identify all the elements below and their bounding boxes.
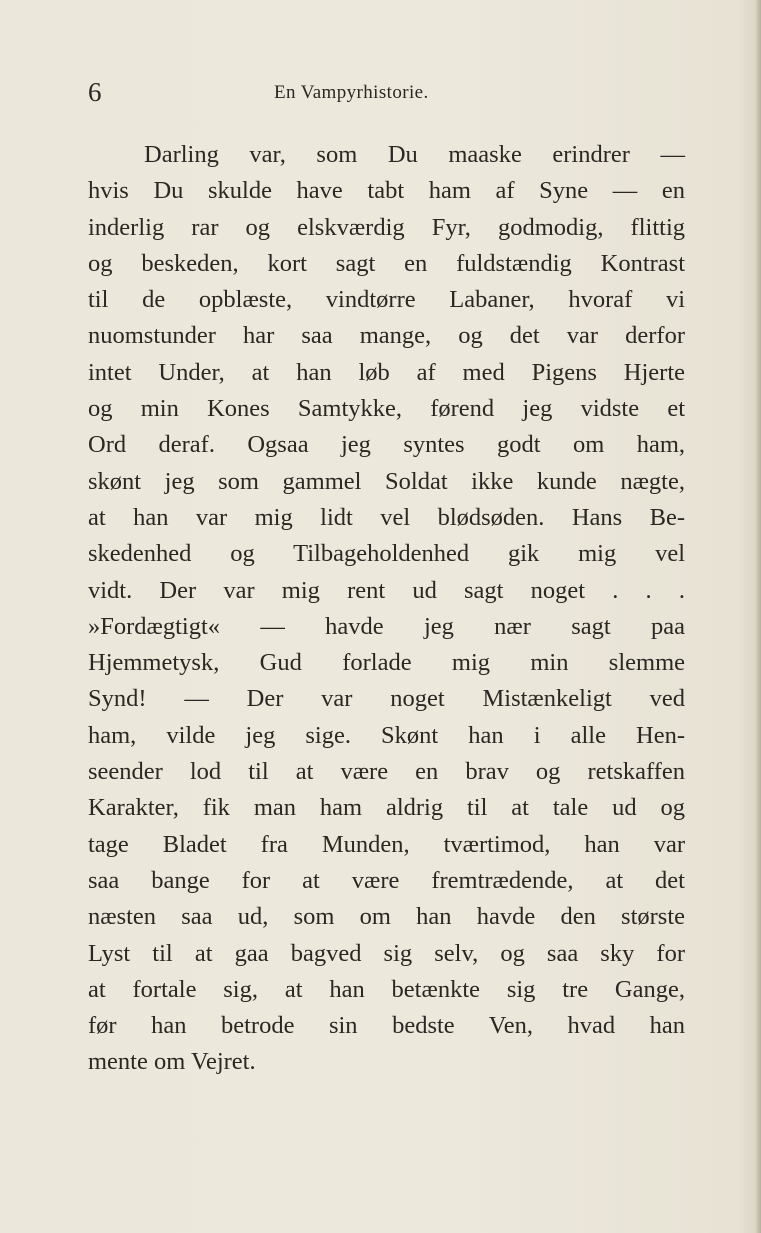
running-title: En Vampyrhistorie.: [274, 82, 429, 103]
text-line: Karakter, fik man ham aldrig til at tale ud og: [88, 794, 685, 822]
text-line: til de opblæste, vindtørre Labaner, hvoraf vi: [88, 286, 685, 314]
text-line: skønt jeg som gammel Soldat ikke kunde nægte,: [88, 467, 685, 495]
text-line: tage Bladet fra Munden, tværtimod, han var: [88, 830, 685, 858]
text-line: at han var mig lidt vel blødsøden. Hans Be-: [88, 503, 685, 531]
text-line: næsten saa ud, som om han havde den største: [88, 903, 685, 931]
text-line: seender lod til at være en brav og retskaffen: [88, 758, 685, 786]
text-line: Hjemmetysk, Gud forlade mig min slemme: [88, 649, 685, 677]
text-line: og min Kones Samtykke, førend jeg vidste et: [88, 395, 685, 423]
text-line: at fortale sig, at han betænkte sig tre Gange,: [88, 975, 685, 1003]
text-line: Lyst til at gaa bagved sig selv, og saa sky for: [88, 939, 685, 967]
body-paragraph: [88, 137, 685, 1081]
text-line: skedenhed og Tilbageholdenhed gik mig vel: [88, 540, 685, 568]
text-line: Darling var, som Du maaske erindrer —: [144, 141, 685, 168]
page-header: [88, 74, 685, 110]
text-line: saa bange for at være fremtrædende, at det: [88, 866, 685, 894]
text-line: ham, vilde jeg sige. Skønt han i alle Hen-: [88, 721, 685, 749]
text-line: »Fordægtigt« — havde jeg nær sagt paa: [88, 612, 685, 640]
page-edge-shadow: [755, 0, 761, 1233]
text-line: og beskeden, kort sagt en fuldstændig Kontrast: [88, 249, 685, 277]
page-number: 6: [88, 77, 102, 107]
text-line: før han betrode sin bedste Ven, hvad han: [88, 1012, 685, 1040]
text-line: mente om Vejret.: [88, 1048, 256, 1076]
text-line: nuomstunder har saa mange, og det var derfor: [88, 322, 685, 350]
text-line: Ord deraf. Ogsaa jeg syntes godt om ham,: [88, 431, 685, 459]
text-line: intet Under, at han løb af med Pigens Hjerte: [88, 358, 685, 386]
text-line: vidt. Der var mig rent ud sagt noget . . .: [88, 576, 685, 604]
text-line: hvis Du skulde have tabt ham af Syne — en: [88, 177, 685, 205]
text-line: inderlig rar og elskværdig Fyr, godmodig, flittig: [88, 213, 685, 241]
text-line: Synd! — Der var noget Mistænkeligt ved: [88, 685, 685, 713]
